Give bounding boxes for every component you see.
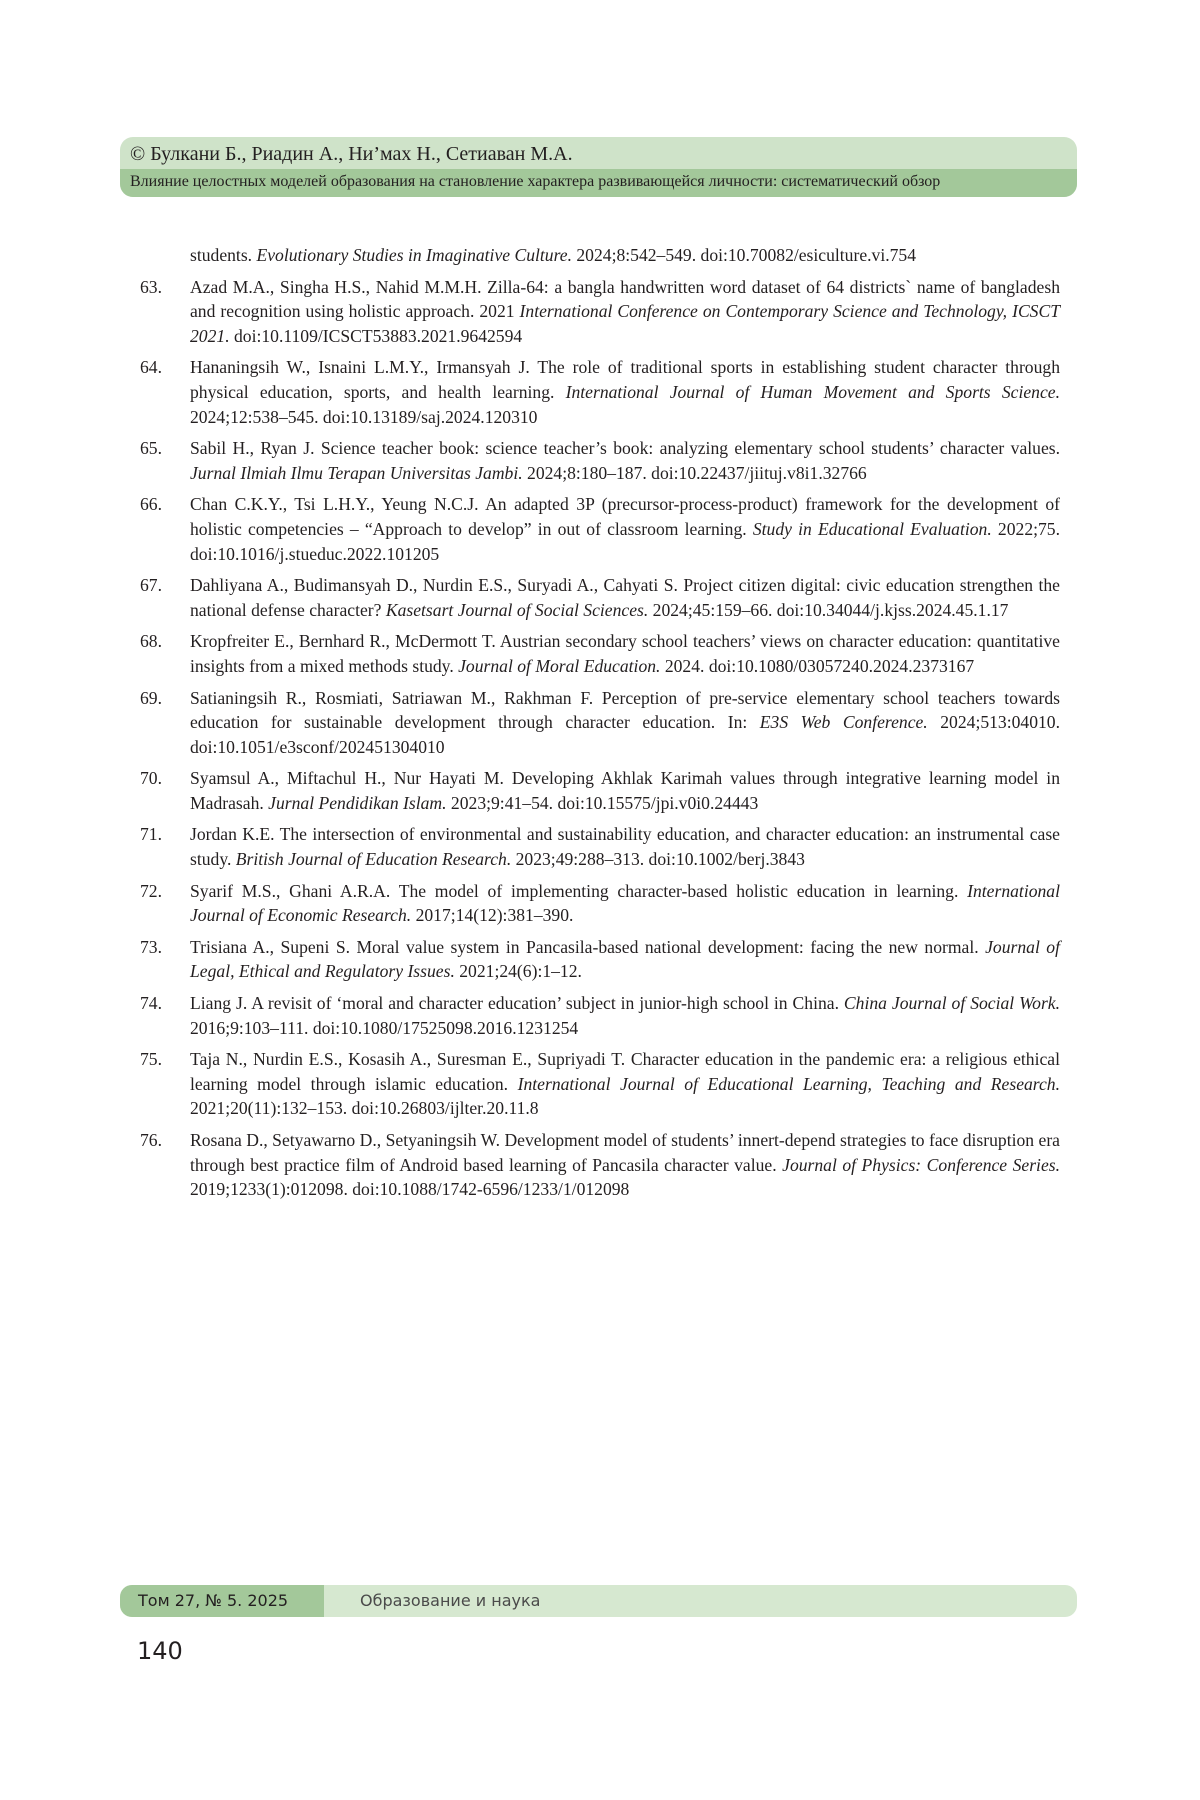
reference-source-title: Kasetsart Journal of Social Sciences. [385, 599, 649, 620]
reference-number: 66. [140, 494, 162, 515]
reference-item [140, 629, 1060, 678]
reference-text-part: doi:10.1109/ICSCT53883.2021.9642594 [229, 325, 523, 346]
running-footer [120, 1585, 1077, 1617]
reference-text-part: 2024;12:538–545. doi:10.13189/saj.2024.120310 [190, 406, 538, 427]
reference-number: 67. [140, 575, 162, 596]
reference-text [190, 991, 1060, 1040]
reference-text-part: Jordan K.E. The intersection of environmental and sustainability education, and character education: an instrumental case study. [190, 824, 1060, 870]
reference-text-part: 2021;20(11):132–153. doi:10.26803/ijlter.20.11.8 [190, 1098, 539, 1119]
reference-text-part: Chan C.K.Y., Tsi L.H.Y., Yeung N.C.J. An adapted 3P (precursor-process-product) framework for the development of holistic competencies – “Approach to develop” in out of classroom learning. [190, 494, 1060, 539]
reference-text-part: 2017;14(12):381–390. [411, 905, 574, 926]
reference-text [190, 766, 1060, 815]
reference-source-title: Jurnal Pendidikan Islam. [268, 792, 447, 813]
reference-source-title: British Journal of Education Research. [235, 849, 512, 870]
reference-source-title: International Conference on Contemporary Science and Technology, ICSCT 2021. [190, 301, 1061, 346]
reference-item [140, 243, 1060, 268]
reference-item [140, 991, 1060, 1040]
reference-text [190, 492, 1060, 566]
reference-item [140, 686, 1060, 760]
reference-item [140, 1128, 1060, 1202]
reference-text-part: Azad M.A., Singha H.S., Nahid M.M.H. Zilla-64: a bangla handwritten word dataset of 64 districts` name of bangladesh and recognition using holistic approach. 2021 [190, 276, 1060, 322]
reference-source-title: Study in Educational Evaluation. [752, 518, 992, 539]
page-number: 140 [137, 1637, 183, 1665]
footer-volume: Том 27, № 5. 2025 [138, 1591, 289, 1610]
reference-source-title: International Journal of Human Movement and Sports Science. [565, 381, 1060, 402]
reference-text [190, 935, 1060, 984]
reference-source-title: International Journal of Economic Research. [190, 880, 1060, 926]
reference-number: 63. [140, 276, 162, 297]
reference-text [190, 573, 1060, 622]
reference-source-title: Journal of Moral Education. [458, 655, 661, 676]
reference-text-part: 2022;75. doi:10.1016/j.stueduc.2022.101205 [190, 518, 1060, 564]
reference-text-part: 2024;45:159–66. doi:10.34044/j.kjss.2024.45.1.17 [648, 599, 1009, 620]
reference-text-part: 2024;8:180–187. doi:10.22437/jiituj.v8i1.32766 [522, 462, 867, 483]
reference-text-part: Dahliyana A., Budimansyah D., Nurdin E.S., Suryadi A., Cahyati S. Project citizen digital: civic education strengthen the national defense character? [190, 575, 1060, 620]
reference-text-part: Sabil H., Ryan J. Science teacher book: science teacher’s book: analyzing elementary school students’ character values. [190, 438, 1060, 459]
reference-item [140, 1047, 1060, 1121]
reference-text [190, 275, 1060, 349]
reference-number: 64. [140, 357, 162, 378]
reference-text [190, 629, 1060, 678]
reference-text [190, 1047, 1060, 1121]
reference-text-part: 2024. doi:10.1080/03057240.2024.2373167 [660, 655, 975, 676]
reference-text [190, 1128, 1060, 1202]
reference-text-part: Hananingsih W., Isnaini L.M.Y., Irmansyah J. The role of traditional sports in establishing student character through physical education, sports, and health learning. [190, 357, 1060, 402]
reference-item [140, 355, 1060, 429]
reference-text-part: 2016;9:103–111. doi:10.1080/17525098.2016.1231254 [190, 1017, 579, 1038]
reference-text-part: Trisiana A., Supeni S. Moral value system in Pancasila-based national development: facing the new normal. [190, 936, 986, 957]
reference-text-part: 2024;513:04010. doi:10.1051/e3sconf/202451304010 [190, 712, 1060, 757]
reference-number: 65. [140, 438, 162, 459]
reference-item [140, 275, 1060, 349]
reference-text-part: 2023;9:41–54. doi:10.15575/jpi.v0i0.24443 [446, 792, 759, 813]
footer-volume-badge [120, 1585, 324, 1617]
reference-text-part: 2023;49:288–313. doi:10.1002/berj.3843 [511, 849, 805, 870]
reference-text-part: Satianingsih R., Rosmiati, Satriawan M., Rakhman F. Perception of pre-service elementary school teachers towards education for sustainable development through character education. In: [190, 687, 1060, 733]
reference-source-title: International Journal of Educational Learning, Teaching and Research. [517, 1073, 1060, 1094]
reference-text-part: 2024;8:542–549. doi:10.70082/esiculture.vi.754 [571, 245, 917, 265]
reference-number: 71. [140, 824, 162, 845]
reference-number: 70. [140, 768, 162, 789]
reference-number: 76. [140, 1130, 162, 1150]
header-article-title: Влияние целостных моделей образования на становление характера развивающейся личности: систематический обзор [130, 173, 941, 190]
reference-source-title: Jurnal Ilmiah Ilmu Terapan Universitas Jambi. [190, 462, 523, 483]
reference-number: 68. [140, 631, 162, 652]
footer-journal-name: Образование и наука [360, 1591, 541, 1610]
reference-number: 73. [140, 936, 162, 957]
reference-text [190, 879, 1060, 928]
reference-source-title: Journal of Legal, Ethical and Regulatory Issues. [190, 936, 1060, 982]
reference-text-part: Taja N., Nurdin E.S., Kosasih A., Suresman E., Supriyadi T. Character education in the pandemic era: a religious ethical learning model through islamic education. [190, 1049, 1060, 1094]
reference-text [190, 822, 1060, 871]
reference-item [140, 822, 1060, 871]
reference-number: 69. [140, 687, 162, 708]
reference-source-title: E3S Web Conference. [759, 712, 928, 733]
reference-item [140, 573, 1060, 622]
reference-source-title: Journal of Physics: Conference Series. [782, 1154, 1060, 1175]
reference-text-part: 2021;24(6):1–12. [454, 961, 582, 982]
reference-source-title: China Journal of Social Work. [843, 993, 1060, 1014]
reference-number: 74. [140, 993, 162, 1014]
reference-text [190, 243, 1060, 268]
reference-item [140, 492, 1060, 566]
reference-item [140, 879, 1060, 928]
reference-number [140, 243, 190, 268]
reference-list [140, 243, 1060, 1209]
header-authors: © Булкани Б., Риадин А., Ни’мах Н., Сетиаван М.А. [130, 143, 573, 165]
reference-text-part: Kropfreiter E., Bernhard R., McDermott T. Austrian secondary school teachers’ views on character education: quantitative insights from a mixed methods study. [190, 631, 1060, 676]
reference-text-part: students. [190, 245, 257, 265]
reference-text [190, 436, 1060, 485]
reference-text-part: Rosana D., Setyawarno D., Setyaningsih W. Development model of students’ innert-depend strategies to face disruption era through best practice film of Android based learning of Pancasila character value. [190, 1130, 1060, 1175]
reference-text-part: Liang J. A revisit of ‘moral and character education’ subject in junior-high school in China. [190, 993, 844, 1014]
reference-source-title: Evolutionary Studies in Imaginative Culture. [256, 245, 572, 265]
reference-item [140, 436, 1060, 485]
reference-text-part: Syarif M.S., Ghani A.R.A. The model of implementing character-based holistic education in learning. [190, 880, 968, 901]
reference-item [140, 766, 1060, 815]
reference-text [190, 355, 1060, 429]
reference-number: 75. [140, 1049, 162, 1070]
reference-text-part: 2019;1233(1):012098. doi:10.1088/1742-6596/1233/1/012098 [190, 1179, 630, 1200]
reference-text-part: Syamsul A., Miftachul H., Nur Hayati M. Developing Akhlak Karimah values through integrative learning model in Madrasah. [190, 768, 1060, 813]
header-title-bar [120, 169, 1077, 197]
running-header [120, 137, 1077, 197]
reference-text [190, 686, 1060, 760]
reference-item [140, 935, 1060, 984]
reference-number: 72. [140, 880, 162, 901]
